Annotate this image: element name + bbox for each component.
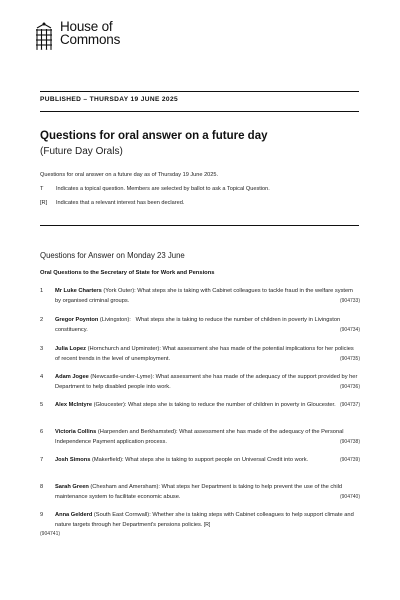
member-name: Gregor Poynton xyxy=(55,317,99,323)
question-reference: (904739) xyxy=(339,457,360,463)
question-item xyxy=(40,511,360,540)
member-name: Josh Simons xyxy=(55,457,91,463)
section-heading: Questions for Answer on Monday 23 June xyxy=(40,251,185,260)
house-of-commons-logo xyxy=(34,20,120,50)
member-name: Anna Gelderd xyxy=(55,512,93,518)
section-divider xyxy=(40,225,359,226)
intro-text: Questions for oral answer on a future day as of Thursday 19 June 2025. xyxy=(40,172,219,178)
question-text: What steps she is taking to support people on Universal Credit into work. xyxy=(123,457,309,463)
page-subtitle: (Future Day Orals) xyxy=(40,146,123,157)
constituency: (Makerfield): xyxy=(90,457,124,463)
member-name: Sarah Green xyxy=(55,484,89,490)
question-text: What assessment she has made of the potential implications for her policies of recent trends in the level of unemployment. xyxy=(55,346,354,362)
member-name: Victoria Collins xyxy=(55,429,97,435)
question-item xyxy=(40,316,360,335)
legend-key: T xyxy=(40,186,44,192)
question-item xyxy=(40,456,360,466)
question-text: What assessment she has made of the adequacy of the Personal Independence Payment application process. xyxy=(55,429,344,445)
question-reference: (904740) xyxy=(339,493,360,500)
constituency: (Newcastle-under-Lyme): xyxy=(88,374,155,380)
question-reference: (904741) xyxy=(40,531,61,538)
constituency: (Livingston): xyxy=(98,317,131,323)
question-text: Whether she is taking steps with Cabinet colleagues to help support climate and nature targets through her Department's pensions policies. xyxy=(55,512,354,528)
published-date: PUBLISHED – THURSDAY 19 JUNE 2025 xyxy=(40,96,178,103)
member-name: Alex McIntyre xyxy=(55,402,92,408)
question-reference: (904736) xyxy=(339,383,360,390)
member-name: Mr Luke Charters xyxy=(55,288,102,294)
question-item xyxy=(40,428,360,447)
logo-line-1: House of xyxy=(60,19,113,34)
constituency: (South East Cornwall): xyxy=(92,512,151,518)
legend-key: [R] xyxy=(40,200,48,206)
question-number: 2 xyxy=(40,317,44,323)
member-name: Adam Jogee xyxy=(55,374,89,380)
question-item xyxy=(40,373,360,392)
question-number: 5 xyxy=(40,402,44,408)
question-number: 4 xyxy=(40,374,44,380)
constituency: (Chesham and Amersham): xyxy=(88,484,160,490)
legend-interest xyxy=(40,200,184,206)
constituency: (Gloucester): xyxy=(91,402,127,408)
question-text: What steps she is taking to reduce the number of children in poverty in Gloucester. xyxy=(126,402,336,408)
constituency: (Hornchurch and Upminster): xyxy=(85,346,161,352)
published-divider xyxy=(40,111,359,112)
constituency: (York Outer): xyxy=(101,288,136,294)
logo-line-2: Commons xyxy=(60,32,121,47)
question-number: 6 xyxy=(40,429,44,435)
question-text: What steps she is taking with Cabinet colleagues to tackle fraud in the welfare system by organised criminal groups. xyxy=(55,288,353,304)
question-text: What assessment she has made of the adequacy of the support provided by her Department to help disabled people into work. xyxy=(55,374,358,390)
question-reference: (904737) xyxy=(339,402,360,408)
question-number: 3 xyxy=(40,346,44,352)
question-reference: (904733) xyxy=(339,297,360,304)
page-title: Questions for oral answer on a future day xyxy=(40,130,268,142)
question-text: What steps she is taking to reduce the number of children in poverty in Livingston constituency. xyxy=(55,317,342,333)
constituency: (Harpenden and Berkhamsted): xyxy=(96,429,178,435)
interest-marker: [R] xyxy=(202,521,211,528)
question-reference: (904734) xyxy=(339,326,360,333)
question-item xyxy=(40,345,360,364)
question-reference: (904735) xyxy=(339,355,360,362)
question-reference: (904738) xyxy=(339,438,360,445)
question-item xyxy=(40,401,360,411)
question-number: 8 xyxy=(40,484,44,490)
legend-text: Indicates that a relevant interest has been declared. xyxy=(56,200,185,206)
legend-topical xyxy=(40,186,270,192)
question-item xyxy=(40,287,360,306)
legend-text: Indicates a topical question. Members are selected by ballot to ask a Topical Question. xyxy=(56,186,270,192)
question-number: 1 xyxy=(40,288,44,294)
question-item xyxy=(40,483,360,502)
top-divider xyxy=(40,91,359,92)
member-name: Julia Lopez xyxy=(55,346,86,352)
portcullis-icon xyxy=(34,22,54,50)
question-text: What steps her Department is taking to help prevent the use of the child maintenance system to facilitate economic abuse. xyxy=(55,484,343,500)
question-number: 7 xyxy=(40,457,44,463)
subsection-heading: Oral Questions to the Secretary of State for Work and Pensions xyxy=(40,270,215,276)
question-number: 9 xyxy=(40,512,44,518)
